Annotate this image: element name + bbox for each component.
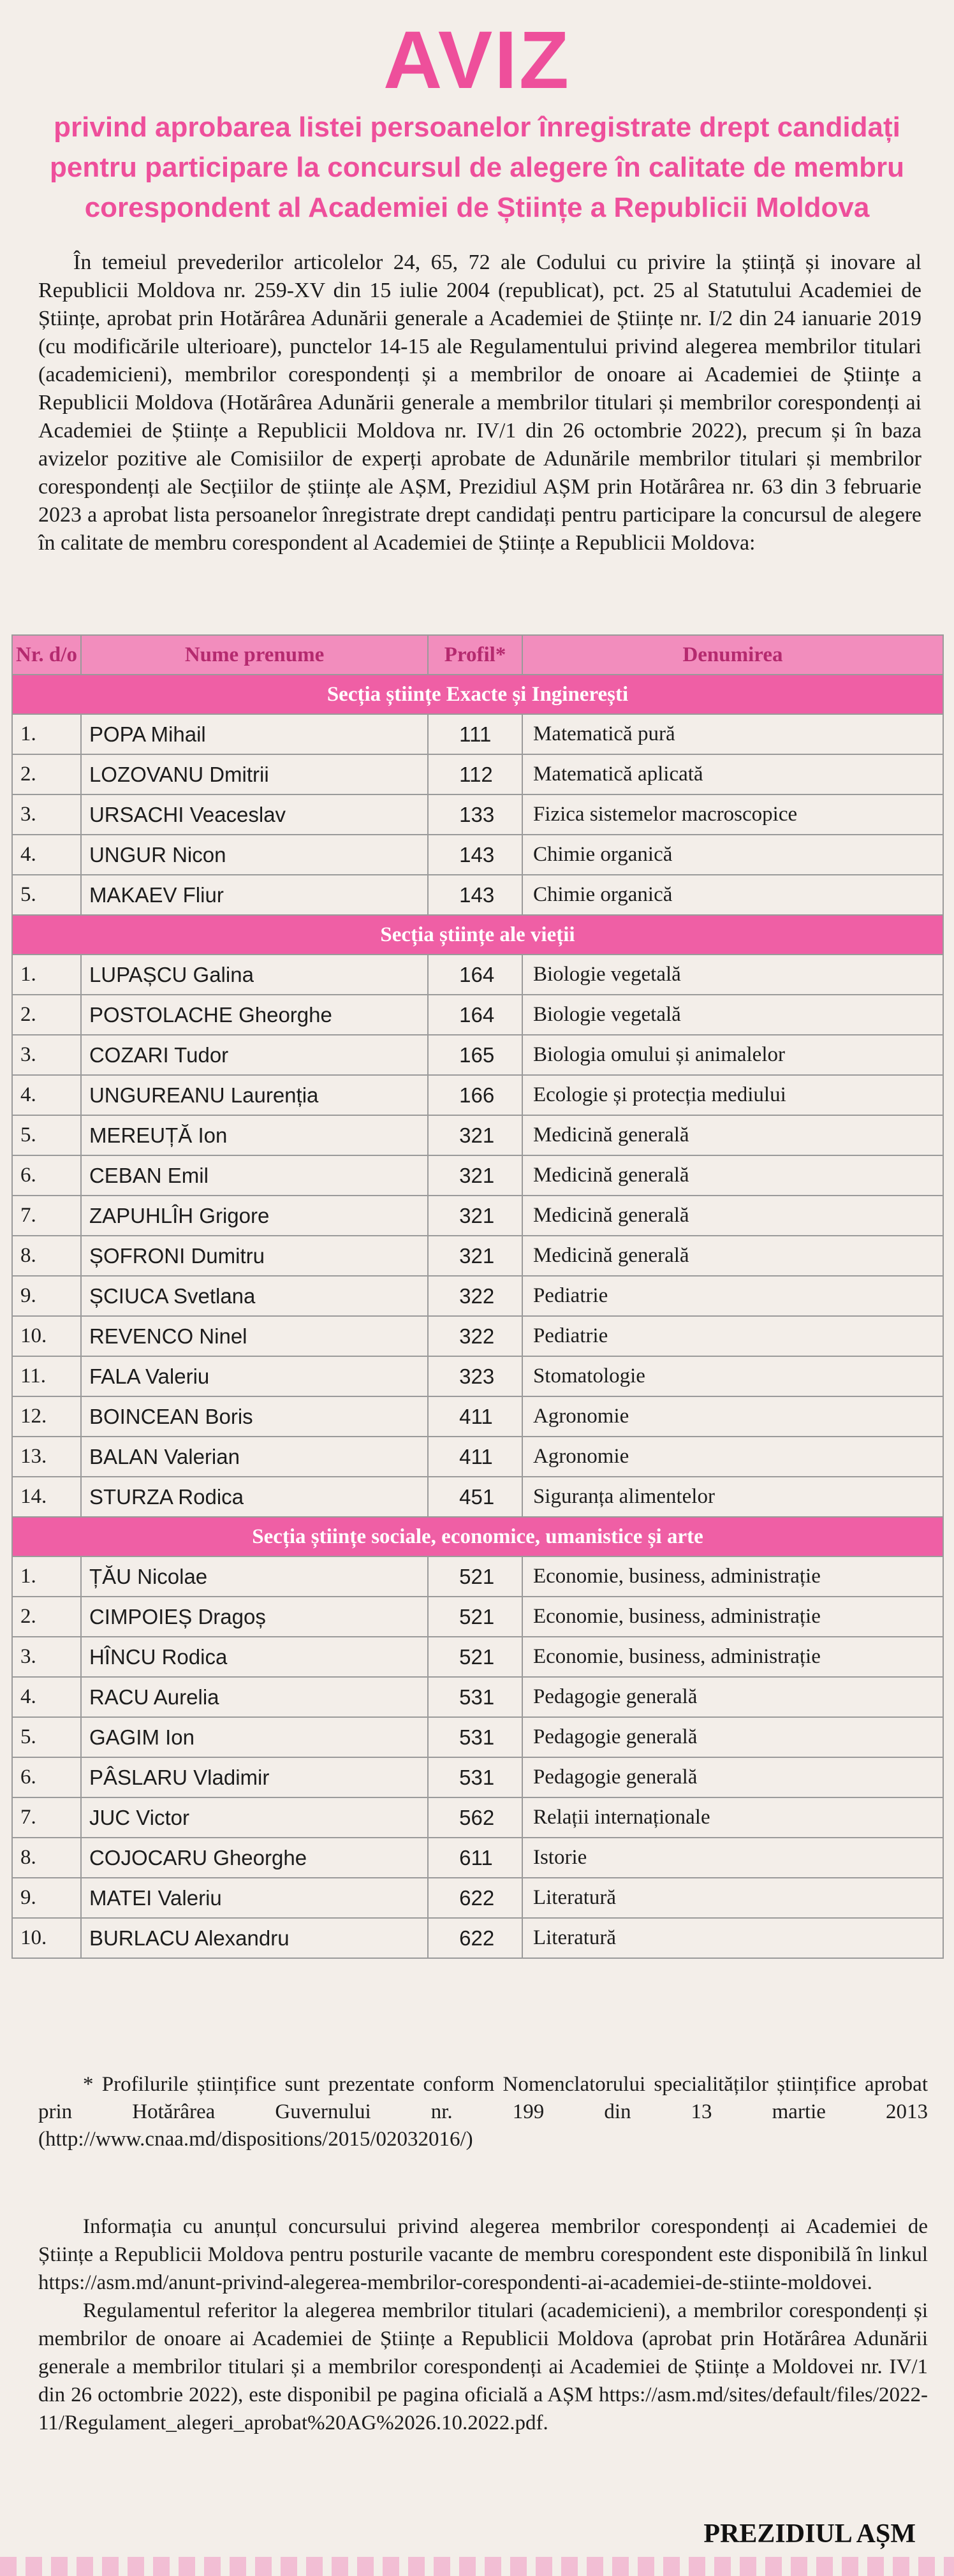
candidate-name: POSTOLACHE Gheorghe: [81, 995, 428, 1035]
candidate-name: BOINCEAN Boris: [81, 1396, 428, 1437]
candidate-name: JUC Victor: [81, 1797, 428, 1838]
profile-code: 622: [428, 1878, 522, 1918]
table-row: [12, 1236, 943, 1276]
candidate-name: PÂSLARU Vladimir: [81, 1757, 428, 1797]
candidate-name: CEBAN Emil: [81, 1155, 428, 1196]
row-number: 10.: [12, 1918, 81, 1958]
profile-denomination: Biologie vegetală: [522, 955, 943, 995]
row-number: 5.: [12, 1717, 81, 1757]
table-row: [12, 1396, 943, 1437]
profile-code: 322: [428, 1276, 522, 1316]
table-row: [12, 955, 943, 995]
section-title: Secția științe sociale, economice, umanistice și arte: [12, 1517, 943, 1556]
candidate-name: LOZOVANU Dmitrii: [81, 754, 428, 794]
row-number: 7.: [12, 1196, 81, 1236]
profile-denomination: Istorie: [522, 1838, 943, 1878]
table-row: [12, 754, 943, 794]
table-row: [12, 1677, 943, 1717]
row-number: 4.: [12, 1677, 81, 1717]
profile-code: 111: [428, 714, 522, 754]
candidate-name: MEREUȚĂ Ion: [81, 1115, 428, 1155]
table-row: [12, 1035, 943, 1075]
footnote: * Profilurile științifice sunt prezentate conform Nomenclatorului specialităților științifice aprobat prin Hotărârea Guvernului nr. 199 din 13 martie 2013 (http://www.cnaa.md/dispositions/2015/02032016/): [38, 2073, 928, 2151]
profile-denomination: Literatură: [522, 1918, 943, 1958]
profile-code: 165: [428, 1035, 522, 1075]
profile-code: 531: [428, 1757, 522, 1797]
row-number: 11.: [12, 1356, 81, 1396]
page-title: AVIZ: [383, 15, 571, 106]
profile-code: 521: [428, 1597, 522, 1637]
row-number: 14.: [12, 1477, 81, 1517]
candidate-name: UNGUR Nicon: [81, 835, 428, 875]
profile-denomination: Economie, business, administrație: [522, 1556, 943, 1597]
table-row: [12, 794, 943, 835]
row-number: 9.: [12, 1276, 81, 1316]
signature: PREZIDIUL AȘM: [703, 2519, 916, 2549]
header-name: Nume prenume: [81, 635, 428, 675]
profile-code: 531: [428, 1677, 522, 1717]
row-number: 8.: [12, 1838, 81, 1878]
candidate-name: ȚĂU Nicolae: [81, 1556, 428, 1597]
profile-denomination: Literatură: [522, 1878, 943, 1918]
table-row: [12, 1155, 943, 1196]
profile-code: 164: [428, 955, 522, 995]
profile-code: 321: [428, 1236, 522, 1276]
candidates-table: [11, 634, 944, 1959]
profile-denomination: Fizica sistemelor macroscopice: [522, 794, 943, 835]
table-row: [12, 1356, 943, 1396]
profile-denomination: Pedagogie generală: [522, 1677, 943, 1717]
candidate-name: REVENCO Ninel: [81, 1316, 428, 1356]
candidate-name: COZARI Tudor: [81, 1035, 428, 1075]
profile-code: 322: [428, 1316, 522, 1356]
profile-code: 521: [428, 1637, 522, 1677]
row-number: 1.: [12, 1556, 81, 1597]
candidate-name: ZAPUHLÎH Grigore: [81, 1196, 428, 1236]
intro-paragraph: În temeiul prevederilor articolelor 24, 65, 72 ale Codului cu privire la știință și inovare al Republicii Moldova nr. 259-XV din 15 iulie 2004 (republicat), pct. 25 al Statutului Academiei de Științe, aprobat prin Hotărârea Adunării generale a Academiei de Științe nr. I/2 din 24 ianuarie 2019 (cu modificările ulterioare), punctelor 14-15 ale Regulamentului privind alegerea membrilor titulari (academicieni), membrilor corespondenți și a membrilor de onoare ai Academiei de Științe a Republicii Moldova (Hotărârea Adunării generale a membrilor titulari și membrilor corespondenți ai Academiei de Științe a Republicii Moldova nr. IV/1 din 26 octombrie 2022), precum și în baza avizelor pozitive ale Comisiilor de experți aprobate de Adunările membrilor titulari și membrilor corespondenți ale Secțiilor de științe ale AȘM, Prezidiul AȘM prin Hotărârea nr. 63 din 3 februarie 2023 a aprobat lista persoanelor înregistrate drept candidați pentru participare la concursul de alegere în calitate de membru corespondent al Academiei de Științe a Republicii Moldova:: [38, 251, 921, 555]
profile-code: 531: [428, 1717, 522, 1757]
info-paragraph: Informația cu anunțul concursului privind alegerea membrilor corespondenți ai Academiei de Științe a Republicii Moldova pentru posturile vacante de membru corespondent este disponibilă în linkul https://asm.md/anunt-privind-alegerea-membrilor-corespondenti-ai-academiei-de-stiinte-moldovei.: [38, 2215, 928, 2294]
profile-denomination: Pedagogie generală: [522, 1717, 943, 1757]
table-row: [12, 1878, 943, 1918]
profile-denomination: Medicină generală: [522, 1196, 943, 1236]
profile-denomination: Stomatologie: [522, 1356, 943, 1396]
page-edge-decoration: [0, 2557, 954, 2576]
table-row: [12, 1838, 943, 1878]
profile-code: 411: [428, 1396, 522, 1437]
profile-denomination: Siguranța alimentelor: [522, 1477, 943, 1517]
profile-denomination: Biologie vegetală: [522, 995, 943, 1035]
profile-denomination: Matematică pură: [522, 714, 943, 754]
section-header-row: [12, 915, 943, 955]
profile-denomination: Agronomie: [522, 1437, 943, 1477]
table-row: [12, 1196, 943, 1236]
profile-code: 562: [428, 1797, 522, 1838]
profile-denomination: Agronomie: [522, 1396, 943, 1437]
profile-denomination: Chimie organică: [522, 835, 943, 875]
table-row: [12, 714, 943, 754]
table-row: [12, 875, 943, 915]
row-number: 2.: [12, 1597, 81, 1637]
candidate-name: POPA Mihail: [81, 714, 428, 754]
profile-code: 164: [428, 995, 522, 1035]
profile-code: 133: [428, 794, 522, 835]
candidate-name: LUPAȘCU Galina: [81, 955, 428, 995]
candidate-name: RACU Aurelia: [81, 1677, 428, 1717]
header-denomination: Denumirea: [522, 635, 943, 675]
table-header-row: [12, 635, 943, 675]
profile-denomination: Medicină generală: [522, 1115, 943, 1155]
candidate-name: GAGIM Ion: [81, 1717, 428, 1757]
row-number: 1.: [12, 955, 81, 995]
profile-denomination: Medicină generală: [522, 1236, 943, 1276]
profile-denomination: Economie, business, administrație: [522, 1637, 943, 1677]
candidate-name: BURLACU Alexandru: [81, 1918, 428, 1958]
candidate-name: MAKAEV Fliur: [81, 875, 428, 915]
profile-code: 611: [428, 1838, 522, 1878]
page-subtitle: privind aprobarea listei persoanelor înregistrate drept candidați pentru participare la concursul de alegere în calitate de membru corespondent al Academiei de Științe a Republicii Moldova: [50, 112, 904, 223]
info-paragraph: Regulamentul referitor la alegerea membrilor titulari (academicieni), a membrilor corespondenți și membrilor de onoare ai Academiei de Științe a Republicii Moldova (aprobat prin Hotărârea Adunării generale a membrilor titulari și a membrilor corespondenți ai Academiei de Științe a Moldovei nr. IV/1 din 26 octombrie 2022), este disponibil pe pagina oficială a AȘM https://asm.md/sites/default/files/2022-11/Regulament_alegeri_aprobat%20AG%2026.10.2022.pdf.: [38, 2299, 928, 2434]
candidate-name: BALAN Valerian: [81, 1437, 428, 1477]
profile-denomination: Matematică aplicată: [522, 754, 943, 794]
table-row: [12, 995, 943, 1035]
row-number: 1.: [12, 714, 81, 754]
profile-code: 321: [428, 1115, 522, 1155]
table-row: [12, 1115, 943, 1155]
profile-denomination: Ecologie și protecția mediului: [522, 1075, 943, 1115]
table-row: [12, 1597, 943, 1637]
profile-code: 321: [428, 1155, 522, 1196]
row-number: 5.: [12, 875, 81, 915]
table-row: [12, 1437, 943, 1477]
candidate-name: CIMPOIEȘ Dragoș: [81, 1597, 428, 1637]
row-number: 3.: [12, 1637, 81, 1677]
profile-code: 622: [428, 1918, 522, 1958]
candidate-name: COJOCARU Gheorghe: [81, 1838, 428, 1878]
row-number: 10.: [12, 1316, 81, 1356]
section-title: Secția științe Exacte și Inginerești: [12, 675, 943, 714]
row-number: 7.: [12, 1797, 81, 1838]
section-title: Secția științe ale vieții: [12, 915, 943, 955]
candidate-name: FALA Valeriu: [81, 1356, 428, 1396]
profile-denomination: Pedagogie generală: [522, 1757, 943, 1797]
row-number: 3.: [12, 1035, 81, 1075]
profile-denomination: Biologia omului și animalelor: [522, 1035, 943, 1075]
table-body: [12, 675, 943, 1958]
header-profile: Profil*: [428, 635, 522, 675]
section-header-row: [12, 675, 943, 714]
profile-denomination: Pediatrie: [522, 1316, 943, 1356]
row-number: 9.: [12, 1878, 81, 1918]
profile-denomination: Pediatrie: [522, 1276, 943, 1316]
profile-code: 323: [428, 1356, 522, 1396]
row-number: 13.: [12, 1437, 81, 1477]
row-number: 5.: [12, 1115, 81, 1155]
candidate-name: ȘCIUCA Svetlana: [81, 1276, 428, 1316]
table-row: [12, 1477, 943, 1517]
row-number: 4.: [12, 835, 81, 875]
table-row: [12, 835, 943, 875]
table-row: [12, 1075, 943, 1115]
profile-denomination: Relații internaționale: [522, 1797, 943, 1838]
row-number: 3.: [12, 794, 81, 835]
profile-code: 411: [428, 1437, 522, 1477]
table-row: [12, 1918, 943, 1958]
profile-denomination: Economie, business, administrație: [522, 1597, 943, 1637]
row-number: 6.: [12, 1155, 81, 1196]
table-row: [12, 1316, 943, 1356]
profile-code: 143: [428, 835, 522, 875]
candidate-name: MATEI Valeriu: [81, 1878, 428, 1918]
profile-code: 521: [428, 1556, 522, 1597]
row-number: 4.: [12, 1075, 81, 1115]
table-row: [12, 1717, 943, 1757]
table-row: [12, 1797, 943, 1838]
candidate-name: ȘOFRONI Dumitru: [81, 1236, 428, 1276]
table-row: [12, 1757, 943, 1797]
section-header-row: [12, 1517, 943, 1556]
candidate-name: HÎNCU Rodica: [81, 1637, 428, 1677]
table-row: [12, 1556, 943, 1597]
profile-code: 112: [428, 754, 522, 794]
profile-denomination: Chimie organică: [522, 875, 943, 915]
table-row: [12, 1637, 943, 1677]
profile-code: 321: [428, 1196, 522, 1236]
profile-code: 451: [428, 1477, 522, 1517]
row-number: 6.: [12, 1757, 81, 1797]
profile-code: 166: [428, 1075, 522, 1115]
candidate-name: STURZA Rodica: [81, 1477, 428, 1517]
info-block: [38, 2213, 928, 2437]
profile-denomination: Medicină generală: [522, 1155, 943, 1196]
row-number: 8.: [12, 1236, 81, 1276]
row-number: 12.: [12, 1396, 81, 1437]
row-number: 2.: [12, 995, 81, 1035]
table-row: [12, 1276, 943, 1316]
header-nr: Nr. d/o: [12, 635, 81, 675]
candidate-name: UNGUREANU Laurenția: [81, 1075, 428, 1115]
profile-code: 143: [428, 875, 522, 915]
candidate-name: URSACHI Veaceslav: [81, 794, 428, 835]
row-number: 2.: [12, 754, 81, 794]
